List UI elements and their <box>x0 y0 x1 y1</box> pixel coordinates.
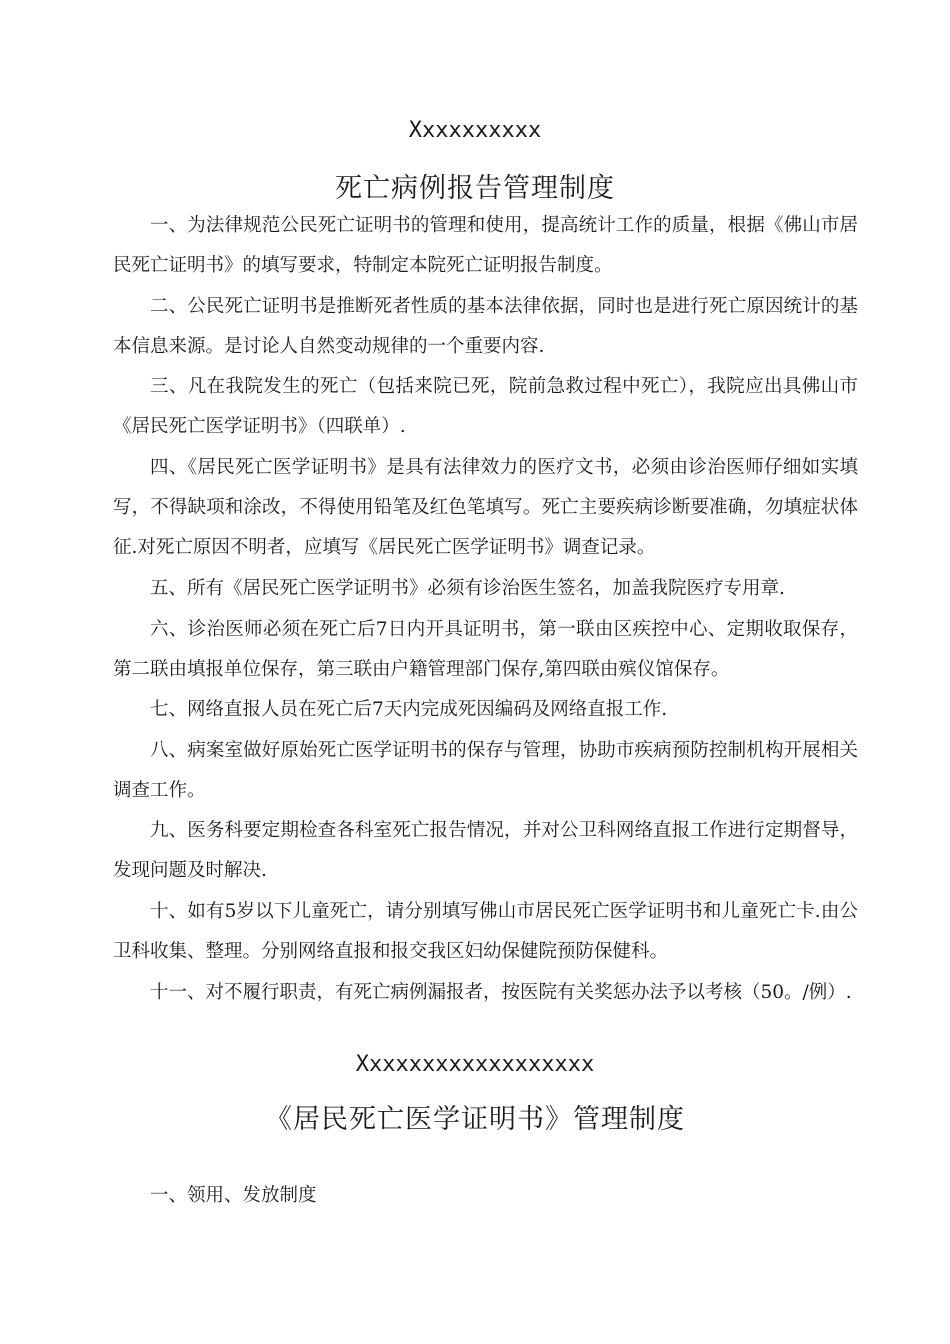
paragraph-5: 五、所有《居民死亡医学证明书》必须有诊治医生签名，加盖我院医疗专用章. <box>150 578 785 599</box>
section-1-title: 死亡病例报告管理制度 <box>335 173 615 204</box>
section-2-title: 《居民死亡医学证明书》管理制度 <box>265 1104 685 1135</box>
paragraph-3: 三、凡在我院发生的死亡（包括来院已死，院前急救过程中死亡），我院应出具佛山市《居民死亡医学证明书》（四联单）. <box>113 376 858 437</box>
section-1-heading: Xxxxxxxxxx <box>408 118 542 143</box>
paragraph-8: 八、病案室做好原始死亡医学证明书的保存与管理，协助市疾病预防控制机构开展相关调查工作。 <box>113 740 858 801</box>
section-2-item-1: 一、领用、发放制度 <box>150 1185 317 1206</box>
section-2-heading: Xxxxxxxxxxxxxxxxxx <box>355 1052 595 1077</box>
paragraph-6: 六、诊治医师必须在死亡后7日内开具证明书，第一联由区疾控中心、定期收取保存，第二联由填报单位保存，第三联由户籍管理部门保存,第四联由殡仪馆保存。 <box>113 619 858 680</box>
paragraph-2: 二、公民死亡证明书是推断死者性质的基本法律依据，同时也是进行死亡原因统计的基本信息来源。是讨论人自然变动规律的一个重要内容. <box>113 296 858 357</box>
paragraph-4: 四、《居民死亡医学证明书》是具有法律效力的医疗文书，必须由诊治医师仔细如实填写，不得缺项和涂改，不得使用铅笔及红色笔填写。死亡主要疾病诊断要准确，勿填症状体征.对死亡原因不明者，应填写《居民死亡医学证明书》调查记录。 <box>113 457 858 558</box>
paragraph-10: 十、如有5岁以下儿童死亡，请分别填写佛山市居民死亡医学证明书和儿童死亡卡.由公卫科收集、整理。分别网络直报和报交我区妇幼保健院预防保健科。 <box>113 901 858 962</box>
paragraph-7: 七、网络直报人员在死亡后7天内完成死因编码及网络直报工作. <box>150 699 668 720</box>
paragraph-9: 九、医务科要定期检查各科室死亡报告情况，并对公卫科网络直报工作进行定期督导，发现问题及时解决. <box>113 820 858 881</box>
paragraph-1: 一、为法律规范公民死亡证明书的管理和使用，提高统计工作的质量，根据《佛山市居民死亡证明书》的填写要求，特制定本院死亡证明报告制度。 <box>113 215 858 276</box>
paragraph-11: 十一、对不履行职责，有死亡病例漏报者，按医院有关奖惩办法予以考核（50。/例）. <box>150 982 852 1003</box>
